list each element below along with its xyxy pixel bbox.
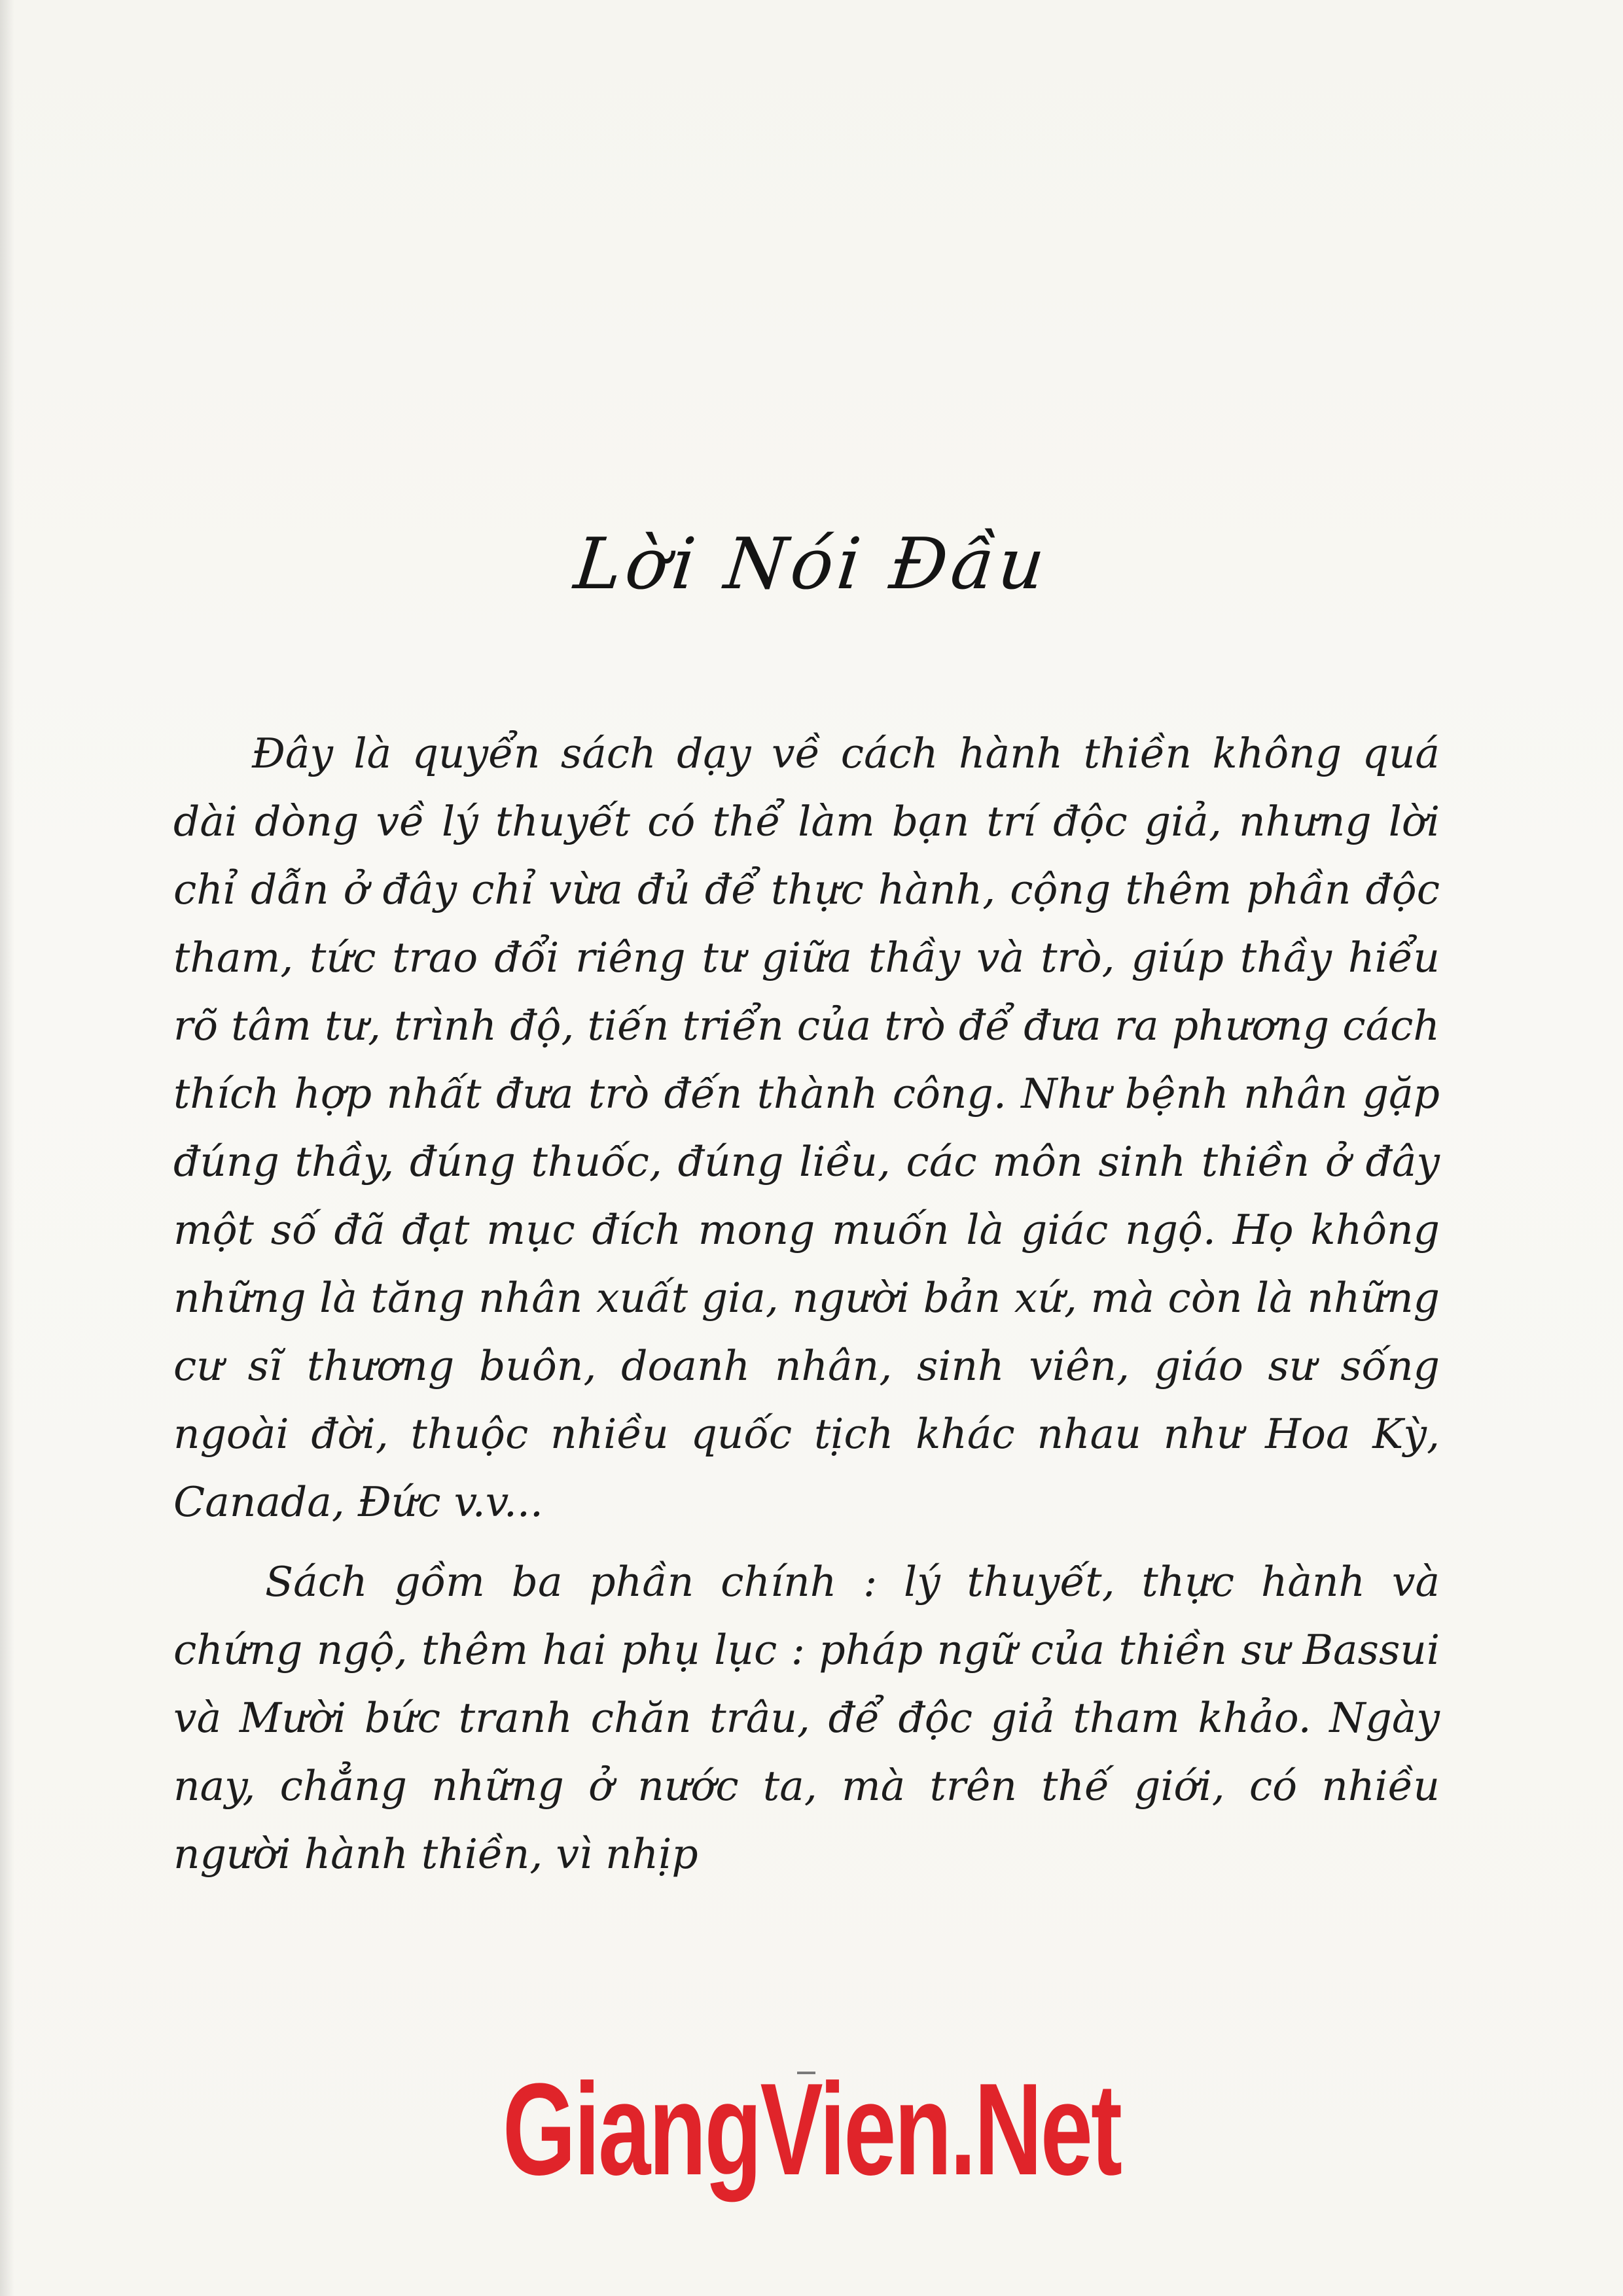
page-edge-shadow: [0, 0, 14, 2296]
paragraph-1: Đây là quyển sách dạy về cách hành thiền không quá dài dòng về lý thuyết có thể làm bạn trí độc giả, nhưng lời chỉ dẫn ở đây chỉ vừa đủ để thực hành, cộng thêm phần độc tham, tức trao đổi riêng tư giữa thầy và trò, giúp thầy hiểu rõ tâm tư, trình độ, tiến triển của trò để đưa ra phương cách thích hợp nhất đưa trò đến thành công. Như bệnh nhân gặp đúng thầy, đúng thuốc, đúng liều, các môn sinh thiền ở đây một số đã đạt mục đích mong muốn là giác ngộ. Họ không những là tăng nhân xuất gia, người bản xứ, mà còn là những cư sĩ thương buôn, doanh nhân, sinh viên, giáo sư sống ngoài đời, thuộc nhiều quốc tịch khác nhau như Hoa Kỳ, Canada, Đức v.v...: [173, 730, 1440, 1526]
paragraph-2: Sách gồm ba phần chính : lý thuyết, thực hành và chứng ngộ, thêm hai phụ lục : pháp ngữ của thiền sư Bassui và Mười bức tranh chăn trâu, để độc giả tham khảo. Ngày nay, chẳng những ở nước ta, mà trên thế giới, có nhiều người hành thiền, vì nhịp: [173, 1558, 1440, 1878]
page-title: Lời Nói Đầu: [570, 523, 1053, 605]
watermark: GiangVien.Net: [502, 2057, 1121, 2202]
body-text: [173, 720, 1440, 1900]
